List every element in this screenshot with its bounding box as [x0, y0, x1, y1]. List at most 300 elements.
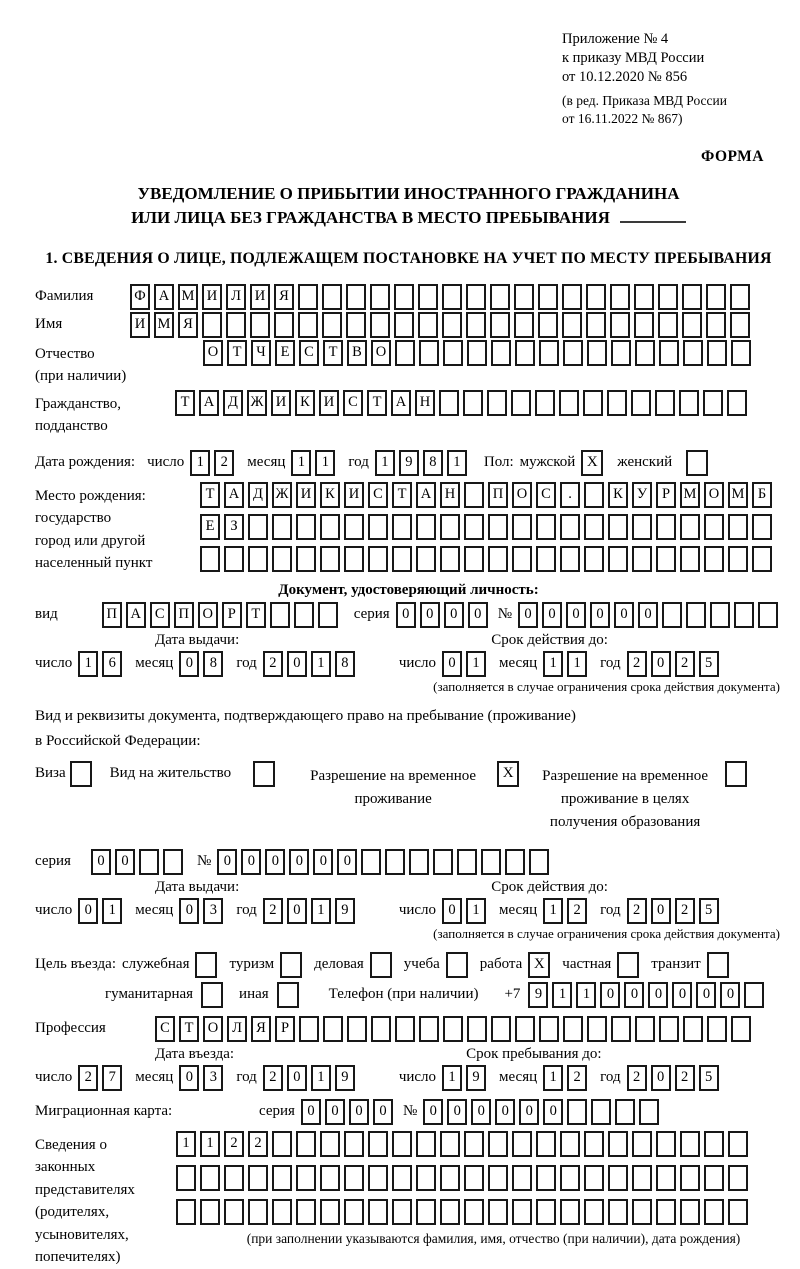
char-box[interactable] [514, 312, 534, 338]
entry-year-input[interactable] [263, 1065, 359, 1091]
char-box[interactable] [535, 390, 555, 416]
char-box[interactable] [744, 982, 764, 1008]
char-box[interactable] [395, 340, 415, 366]
char-box[interactable] [320, 1165, 340, 1191]
char-box[interactable] [584, 514, 604, 540]
char-box[interactable]: 1 [466, 651, 486, 677]
char-box[interactable]: З [224, 514, 244, 540]
char-box[interactable]: 7 [102, 1065, 122, 1091]
char-box[interactable] [686, 602, 706, 628]
char-box[interactable] [392, 1199, 412, 1225]
char-box[interactable]: Н [440, 482, 460, 508]
char-box[interactable] [361, 849, 381, 875]
char-box[interactable] [656, 546, 676, 572]
char-box[interactable] [488, 514, 508, 540]
char-box[interactable] [731, 1016, 751, 1042]
phone-input[interactable] [528, 982, 768, 1008]
char-box[interactable] [560, 1131, 580, 1157]
char-box[interactable] [631, 390, 651, 416]
char-box[interactable] [416, 1199, 436, 1225]
char-box[interactable] [611, 340, 631, 366]
char-box[interactable] [583, 390, 603, 416]
doc-issue-month-input[interactable] [179, 651, 227, 677]
char-box[interactable]: 5 [699, 1065, 719, 1091]
char-box[interactable] [200, 1165, 220, 1191]
char-box[interactable] [704, 514, 724, 540]
char-box[interactable] [610, 284, 630, 310]
stay-month-input[interactable] [543, 1065, 591, 1091]
residence-valid-day-input[interactable] [442, 898, 490, 924]
char-box[interactable] [344, 514, 364, 540]
char-box[interactable] [608, 514, 628, 540]
char-box[interactable]: Ф [130, 284, 150, 310]
char-box[interactable]: Д [248, 482, 268, 508]
char-box[interactable] [680, 514, 700, 540]
char-box[interactable] [320, 1131, 340, 1157]
char-box[interactable] [224, 1199, 244, 1225]
char-box[interactable] [433, 849, 453, 875]
char-box[interactable]: С [299, 340, 319, 366]
char-box[interactable]: К [608, 482, 628, 508]
char-box[interactable] [680, 1131, 700, 1157]
char-box[interactable] [658, 312, 678, 338]
char-box[interactable]: 0 [442, 898, 462, 924]
char-box[interactable]: 0 [179, 898, 199, 924]
doc-valid-year-input[interactable] [627, 651, 723, 677]
patronymic-input[interactable] [203, 340, 755, 366]
char-box[interactable] [296, 1199, 316, 1225]
char-box[interactable] [272, 546, 292, 572]
legal-reps-line1-input[interactable] [176, 1131, 781, 1157]
purpose-work-checkbox[interactable]: X [528, 952, 550, 978]
char-box[interactable]: 1 [200, 1131, 220, 1157]
legal-reps-line2-input[interactable] [176, 1165, 781, 1191]
char-box[interactable] [467, 340, 487, 366]
char-box[interactable]: 0 [444, 602, 464, 628]
char-box[interactable]: 0 [696, 982, 716, 1008]
char-box[interactable]: Ж [272, 482, 292, 508]
purpose-transit-checkbox[interactable] [707, 952, 729, 978]
char-box[interactable]: К [320, 482, 340, 508]
residence-number-input[interactable] [217, 849, 553, 875]
char-box[interactable] [656, 1165, 676, 1191]
char-box[interactable] [728, 1199, 748, 1225]
purpose-official-checkbox[interactable] [195, 952, 217, 978]
char-box[interactable] [634, 284, 654, 310]
char-box[interactable] [416, 546, 436, 572]
char-box[interactable]: 1 [447, 450, 467, 476]
doc-issue-day-input[interactable] [78, 651, 126, 677]
char-box[interactable] [607, 390, 627, 416]
char-box[interactable] [224, 1165, 244, 1191]
char-box[interactable] [683, 340, 703, 366]
char-box[interactable] [392, 514, 412, 540]
char-box[interactable] [752, 514, 772, 540]
char-box[interactable] [443, 1016, 463, 1042]
char-box[interactable]: 0 [179, 1065, 199, 1091]
char-box[interactable] [728, 1165, 748, 1191]
char-box[interactable]: 0 [495, 1099, 515, 1125]
residence-issue-day-input[interactable] [78, 898, 126, 924]
char-box[interactable] [481, 849, 501, 875]
char-box[interactable]: 1 [102, 898, 122, 924]
char-box[interactable] [639, 1099, 659, 1125]
stay-year-input[interactable] [627, 1065, 723, 1091]
char-box[interactable] [490, 312, 510, 338]
char-box[interactable] [318, 602, 338, 628]
char-box[interactable]: О [203, 1016, 223, 1042]
char-box[interactable]: 3 [203, 1065, 223, 1091]
char-box[interactable]: 0 [471, 1099, 491, 1125]
char-box[interactable] [591, 1099, 611, 1125]
char-box[interactable]: 1 [315, 450, 335, 476]
char-box[interactable] [586, 284, 606, 310]
char-box[interactable]: 1 [311, 651, 331, 677]
sex-male-checkbox[interactable]: X [581, 450, 603, 476]
char-box[interactable] [466, 284, 486, 310]
char-box[interactable] [224, 546, 244, 572]
char-box[interactable] [680, 1199, 700, 1225]
char-box[interactable]: П [488, 482, 508, 508]
char-box[interactable]: С [155, 1016, 175, 1042]
entry-day-input[interactable] [78, 1065, 126, 1091]
char-box[interactable] [464, 1165, 484, 1191]
char-box[interactable] [706, 312, 726, 338]
char-box[interactable] [394, 284, 414, 310]
char-box[interactable]: 9 [335, 898, 355, 924]
char-box[interactable]: 0 [325, 1099, 345, 1125]
char-box[interactable]: Т [246, 602, 266, 628]
char-box[interactable]: Н [415, 390, 435, 416]
char-box[interactable] [139, 849, 159, 875]
char-box[interactable] [416, 1165, 436, 1191]
char-box[interactable] [587, 340, 607, 366]
char-box[interactable] [409, 849, 429, 875]
visa-checkbox[interactable] [70, 761, 92, 787]
char-box[interactable] [656, 514, 676, 540]
char-box[interactable]: 0 [337, 849, 357, 875]
char-box[interactable] [567, 1099, 587, 1125]
char-box[interactable] [250, 312, 270, 338]
char-box[interactable] [559, 390, 579, 416]
char-box[interactable] [418, 284, 438, 310]
char-box[interactable] [728, 514, 748, 540]
char-box[interactable] [248, 546, 268, 572]
char-box[interactable] [464, 1131, 484, 1157]
char-box[interactable] [416, 514, 436, 540]
char-box[interactable] [730, 284, 750, 310]
char-box[interactable] [682, 312, 702, 338]
char-box[interactable]: 0 [265, 849, 285, 875]
char-box[interactable] [710, 602, 730, 628]
char-box[interactable] [611, 1016, 631, 1042]
char-box[interactable] [562, 284, 582, 310]
char-box[interactable] [584, 546, 604, 572]
char-box[interactable]: 2 [263, 898, 283, 924]
migration-series-input[interactable] [301, 1099, 397, 1125]
char-box[interactable] [344, 1199, 364, 1225]
char-box[interactable]: С [150, 602, 170, 628]
char-box[interactable] [656, 1199, 676, 1225]
char-box[interactable] [512, 546, 532, 572]
char-box[interactable]: М [728, 482, 748, 508]
char-box[interactable]: Я [178, 312, 198, 338]
char-box[interactable] [512, 1199, 532, 1225]
char-box[interactable]: И [130, 312, 150, 338]
char-box[interactable] [487, 390, 507, 416]
char-box[interactable] [658, 284, 678, 310]
char-box[interactable] [466, 312, 486, 338]
char-box[interactable] [704, 1199, 724, 1225]
char-box[interactable]: О [198, 602, 218, 628]
char-box[interactable] [632, 1165, 652, 1191]
char-box[interactable]: 0 [651, 898, 671, 924]
char-box[interactable] [320, 546, 340, 572]
char-box[interactable] [707, 340, 727, 366]
birth-day-input[interactable] [190, 450, 238, 476]
char-box[interactable]: 0 [651, 651, 671, 677]
char-box[interactable]: 6 [102, 651, 122, 677]
char-box[interactable] [608, 1199, 628, 1225]
char-box[interactable] [370, 284, 390, 310]
char-box[interactable]: 0 [600, 982, 620, 1008]
char-box[interactable] [512, 514, 532, 540]
char-box[interactable]: Т [367, 390, 387, 416]
char-box[interactable] [758, 602, 778, 628]
char-box[interactable]: . [560, 482, 580, 508]
char-box[interactable] [731, 340, 751, 366]
char-box[interactable] [560, 1165, 580, 1191]
char-box[interactable]: 2 [675, 898, 695, 924]
char-box[interactable] [511, 390, 531, 416]
char-box[interactable]: 2 [224, 1131, 244, 1157]
char-box[interactable] [560, 546, 580, 572]
char-box[interactable] [395, 1016, 415, 1042]
char-box[interactable]: 2 [675, 1065, 695, 1091]
char-box[interactable]: 2 [627, 1065, 647, 1091]
char-box[interactable] [488, 1165, 508, 1191]
char-box[interactable]: Т [323, 340, 343, 366]
char-box[interactable]: 1 [190, 450, 210, 476]
char-box[interactable] [440, 1165, 460, 1191]
char-box[interactable]: 0 [672, 982, 692, 1008]
char-box[interactable]: 0 [614, 602, 634, 628]
char-box[interactable]: 2 [248, 1131, 268, 1157]
char-box[interactable]: О [371, 340, 391, 366]
char-box[interactable] [392, 1165, 412, 1191]
char-box[interactable] [346, 312, 366, 338]
char-box[interactable] [442, 312, 462, 338]
char-box[interactable] [296, 1165, 316, 1191]
char-box[interactable]: 0 [91, 849, 111, 875]
char-box[interactable]: А [199, 390, 219, 416]
char-box[interactable] [272, 1199, 292, 1225]
char-box[interactable] [347, 1016, 367, 1042]
char-box[interactable] [346, 284, 366, 310]
char-box[interactable] [274, 312, 294, 338]
char-box[interactable] [563, 1016, 583, 1042]
char-box[interactable]: 0 [115, 849, 135, 875]
char-box[interactable]: Т [200, 482, 220, 508]
char-box[interactable] [464, 482, 484, 508]
char-box[interactable] [491, 340, 511, 366]
char-box[interactable] [680, 1165, 700, 1191]
char-box[interactable] [584, 1199, 604, 1225]
char-box[interactable]: Е [200, 514, 220, 540]
char-box[interactable] [443, 340, 463, 366]
char-box[interactable]: 2 [78, 1065, 98, 1091]
char-box[interactable]: 0 [396, 602, 416, 628]
char-box[interactable]: Б [752, 482, 772, 508]
char-box[interactable]: Р [222, 602, 242, 628]
char-box[interactable] [536, 1199, 556, 1225]
birth-place-line3-input[interactable] [200, 546, 776, 572]
char-box[interactable]: 0 [447, 1099, 467, 1125]
char-box[interactable]: Р [275, 1016, 295, 1042]
char-box[interactable]: 0 [519, 1099, 539, 1125]
char-box[interactable]: 2 [567, 898, 587, 924]
char-box[interactable] [344, 546, 364, 572]
char-box[interactable] [272, 1165, 292, 1191]
char-box[interactable]: 0 [720, 982, 740, 1008]
char-box[interactable]: 0 [468, 602, 488, 628]
char-box[interactable] [488, 546, 508, 572]
citizenship-input[interactable] [175, 390, 751, 416]
char-box[interactable] [704, 546, 724, 572]
char-box[interactable] [734, 602, 754, 628]
purpose-humanitarian-checkbox[interactable] [201, 982, 223, 1008]
char-box[interactable] [344, 1165, 364, 1191]
char-box[interactable] [662, 602, 682, 628]
char-box[interactable]: 1 [78, 651, 98, 677]
char-box[interactable] [707, 1016, 727, 1042]
char-box[interactable] [632, 514, 652, 540]
char-box[interactable] [682, 284, 702, 310]
char-box[interactable]: 1 [311, 898, 331, 924]
char-box[interactable]: 0 [566, 602, 586, 628]
char-box[interactable]: 2 [567, 1065, 587, 1091]
char-box[interactable] [418, 312, 438, 338]
char-box[interactable] [730, 312, 750, 338]
char-box[interactable] [226, 312, 246, 338]
char-box[interactable] [322, 284, 342, 310]
char-box[interactable]: Т [227, 340, 247, 366]
doc-number-input[interactable] [518, 602, 782, 628]
doc-valid-month-input[interactable] [543, 651, 591, 677]
char-box[interactable] [539, 1016, 559, 1042]
char-box[interactable] [248, 514, 268, 540]
char-box[interactable]: А [416, 482, 436, 508]
char-box[interactable] [704, 1131, 724, 1157]
char-box[interactable]: 1 [442, 1065, 462, 1091]
char-box[interactable] [491, 1016, 511, 1042]
given-name-input[interactable] [130, 312, 754, 338]
char-box[interactable] [202, 312, 222, 338]
char-box[interactable] [560, 1199, 580, 1225]
char-box[interactable]: И [202, 284, 222, 310]
char-box[interactable] [298, 312, 318, 338]
char-box[interactable] [680, 546, 700, 572]
char-box[interactable] [368, 1131, 388, 1157]
char-box[interactable] [419, 340, 439, 366]
char-box[interactable] [368, 514, 388, 540]
char-box[interactable]: 2 [627, 651, 647, 677]
char-box[interactable] [440, 514, 460, 540]
char-box[interactable]: В [347, 340, 367, 366]
surname-input[interactable] [130, 284, 754, 310]
char-box[interactable] [529, 849, 549, 875]
char-box[interactable]: 0 [442, 651, 462, 677]
char-box[interactable] [248, 1199, 268, 1225]
char-box[interactable] [632, 1199, 652, 1225]
char-box[interactable]: 0 [542, 602, 562, 628]
char-box[interactable]: 0 [624, 982, 644, 1008]
char-box[interactable] [632, 546, 652, 572]
char-box[interactable] [272, 514, 292, 540]
char-box[interactable] [679, 390, 699, 416]
char-box[interactable] [320, 1199, 340, 1225]
doc-issue-year-input[interactable] [263, 651, 359, 677]
char-box[interactable] [727, 390, 747, 416]
char-box[interactable] [368, 1165, 388, 1191]
char-box[interactable]: 2 [263, 651, 283, 677]
char-box[interactable] [299, 1016, 319, 1042]
char-box[interactable]: 8 [203, 651, 223, 677]
char-box[interactable] [539, 340, 559, 366]
char-box[interactable]: 0 [648, 982, 668, 1008]
char-box[interactable] [538, 284, 558, 310]
char-box[interactable] [659, 340, 679, 366]
char-box[interactable]: У [632, 482, 652, 508]
char-box[interactable]: 9 [528, 982, 548, 1008]
char-box[interactable]: 0 [420, 602, 440, 628]
char-box[interactable]: 2 [214, 450, 234, 476]
char-box[interactable] [488, 1131, 508, 1157]
char-box[interactable]: 0 [287, 898, 307, 924]
char-box[interactable]: 0 [179, 651, 199, 677]
char-box[interactable]: О [704, 482, 724, 508]
char-box[interactable]: Л [226, 284, 246, 310]
char-box[interactable] [704, 1165, 724, 1191]
char-box[interactable]: И [250, 284, 270, 310]
char-box[interactable] [655, 390, 675, 416]
char-box[interactable]: 0 [373, 1099, 393, 1125]
char-box[interactable]: А [224, 482, 244, 508]
migration-number-input[interactable] [423, 1099, 663, 1125]
legal-reps-line3-input[interactable] [176, 1199, 781, 1225]
char-box[interactable]: 2 [263, 1065, 283, 1091]
char-box[interactable] [586, 312, 606, 338]
char-box[interactable] [703, 390, 723, 416]
char-box[interactable] [272, 1131, 292, 1157]
char-box[interactable] [634, 312, 654, 338]
char-box[interactable] [296, 546, 316, 572]
char-box[interactable] [368, 546, 388, 572]
char-box[interactable] [610, 312, 630, 338]
char-box[interactable]: 1 [552, 982, 572, 1008]
char-box[interactable] [632, 1131, 652, 1157]
char-box[interactable]: 1 [543, 1065, 563, 1091]
char-box[interactable]: 0 [349, 1099, 369, 1125]
char-box[interactable] [515, 1016, 535, 1042]
char-box[interactable]: Л [227, 1016, 247, 1042]
profession-input[interactable] [155, 1016, 755, 1042]
char-box[interactable] [368, 1199, 388, 1225]
char-box[interactable] [587, 1016, 607, 1042]
char-box[interactable] [464, 1199, 484, 1225]
char-box[interactable]: 0 [301, 1099, 321, 1125]
char-box[interactable]: 1 [543, 651, 563, 677]
